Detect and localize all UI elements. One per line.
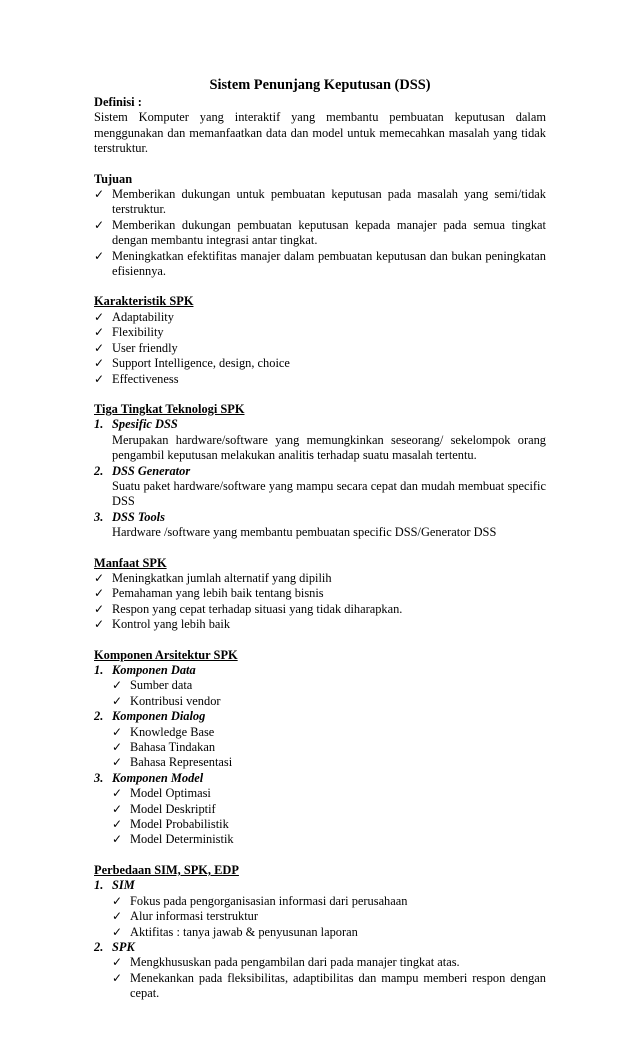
komponen-sub-item: ✓ Model Probabilistik (112, 817, 546, 832)
item-number: 3. (94, 509, 104, 524)
item-title: SIM (112, 878, 135, 893)
item-number: 1. (94, 878, 104, 893)
item-number: 1. (94, 663, 104, 677)
komponen-sub-item: ✓ Model Deskriptif (112, 802, 546, 817)
komponen-sub-item: ✓ Bahasa Representasi (112, 755, 546, 770)
perbedaan-sub-item: ✓ Menekankan pada fleksibilitas, adaptibilitas dan mampu memberi respon dengan cepat. (112, 971, 546, 1002)
definisi-text: Sistem Komputer yang interaktif yang membantu pembuatan keputusan dalam menggunakan dan memanfaatkan data dan model untuk memecahkan masalah yang tidak terstruktur. (94, 110, 546, 156)
perbedaan-sub-item: ✓ Alur informasi terstruktur (112, 909, 546, 924)
manfaat-item: ✓ Meningkatkan jumlah alternatif yang dipilih (94, 571, 546, 586)
manfaat-heading: Manfaat SPK (94, 555, 167, 570)
item-number: 2. (94, 939, 104, 954)
perbedaan-sub-item: ✓ Fokus pada pengorganisasian informasi dari perusahaan (112, 894, 546, 909)
karakteristik-heading: Karakteristik SPK (94, 294, 194, 309)
tujuan-heading: Tujuan (94, 171, 133, 186)
tujuan-item: ✓ Memberikan dukungan pembuatan keputusan kepada manajer pada semua tingkat dengan membantu integrasi antar tingkat. (94, 218, 546, 249)
karakteristik-item: ✓ User friendly (94, 341, 546, 356)
tingkat-item (94, 510, 546, 525)
karakteristik-item: ✓ Support Intelligence, design, choice (94, 356, 546, 371)
karakteristik-item: ✓ Adaptability (94, 310, 546, 325)
karakteristik-item: ✓ Flexibility (94, 325, 546, 340)
tujuan-item: ✓ Memberikan dukungan untuk pembuatan keputusan pada masalah yang semi/tidak terstruktur. (94, 187, 546, 218)
manfaat-item: ✓ Kontrol yang lebih baik (94, 617, 546, 632)
item-title: Komponen Data (112, 663, 196, 677)
komponen-item (94, 663, 546, 678)
tingkat-item (94, 464, 546, 479)
item-title: Komponen Model (112, 770, 204, 785)
komponen-sub-item: ✓ Model Optimasi (112, 786, 546, 801)
komponen-item (94, 771, 546, 786)
item-title: SPK (112, 939, 135, 954)
tingkat-item (94, 417, 546, 432)
item-title: Komponen Dialog (112, 709, 206, 724)
document-title: Sistem Penunjang Keputusan (DSS) (209, 77, 431, 93)
definisi-heading: Definisi : (94, 95, 142, 109)
item-title: DSS Generator (112, 463, 191, 478)
manfaat-item: ✓ Pemahaman yang lebih baik tentang bisnis (94, 586, 546, 601)
item-number: 3. (94, 770, 104, 785)
item-description: Suatu paket hardware/software yang mampu secara cepat dan mudah membuat specific DSS (112, 478, 546, 509)
document-page (94, 76, 546, 1002)
item-title: DSS Tools (112, 509, 165, 524)
perbedaan-sub-item: ✓ Aktifitas : tanya jawab & penyusunan laporan (112, 925, 546, 940)
item-description: Hardware /software yang membantu pembuatan specific DSS/Generator DSS (112, 525, 497, 540)
perbedaan-item (94, 878, 546, 893)
komponen-sub-item: ✓ Knowledge Base (112, 725, 546, 740)
perbedaan-item (94, 940, 546, 955)
item-number: 2. (94, 463, 104, 478)
komponen-sub-item: ✓ Bahasa Tindakan (112, 740, 546, 755)
komponen-heading: Komponen Arsitektur SPK (94, 647, 238, 662)
item-number: 1. (94, 417, 104, 432)
karakteristik-item: ✓ Effectiveness (94, 372, 546, 387)
komponen-sub-item: ✓ Sumber data (112, 678, 546, 693)
item-number: 2. (94, 709, 104, 724)
komponen-item (94, 709, 546, 724)
tiga-tingkat-heading: Tiga Tingkat Teknologi SPK (94, 401, 245, 416)
tujuan-item: ✓ Meningkatkan efektifitas manajer dalam pembuatan keputusan dan bukan peningkatan efisiennya. (94, 249, 546, 280)
perbedaan-heading: Perbedaan SIM, SPK, EDP (94, 862, 239, 877)
komponen-sub-item: ✓ Kontribusi vendor (112, 694, 546, 709)
item-description: Merupakan hardware/software yang memungkinkan seseorang/ sekelompok orang pengambil keputusan melakukan analitis terhadap suatu masalah tertentu. (112, 432, 546, 463)
manfaat-item: ✓ Respon yang cepat terhadap situasi yang tidak diharapkan. (94, 602, 546, 617)
perbedaan-sub-item: ✓ Mengkhususkan pada pengambilan dari pada manajer tingkat atas. (112, 955, 546, 970)
item-title: Spesific DSS (112, 417, 178, 432)
komponen-sub-item: ✓ Model Deterministik (112, 832, 546, 847)
